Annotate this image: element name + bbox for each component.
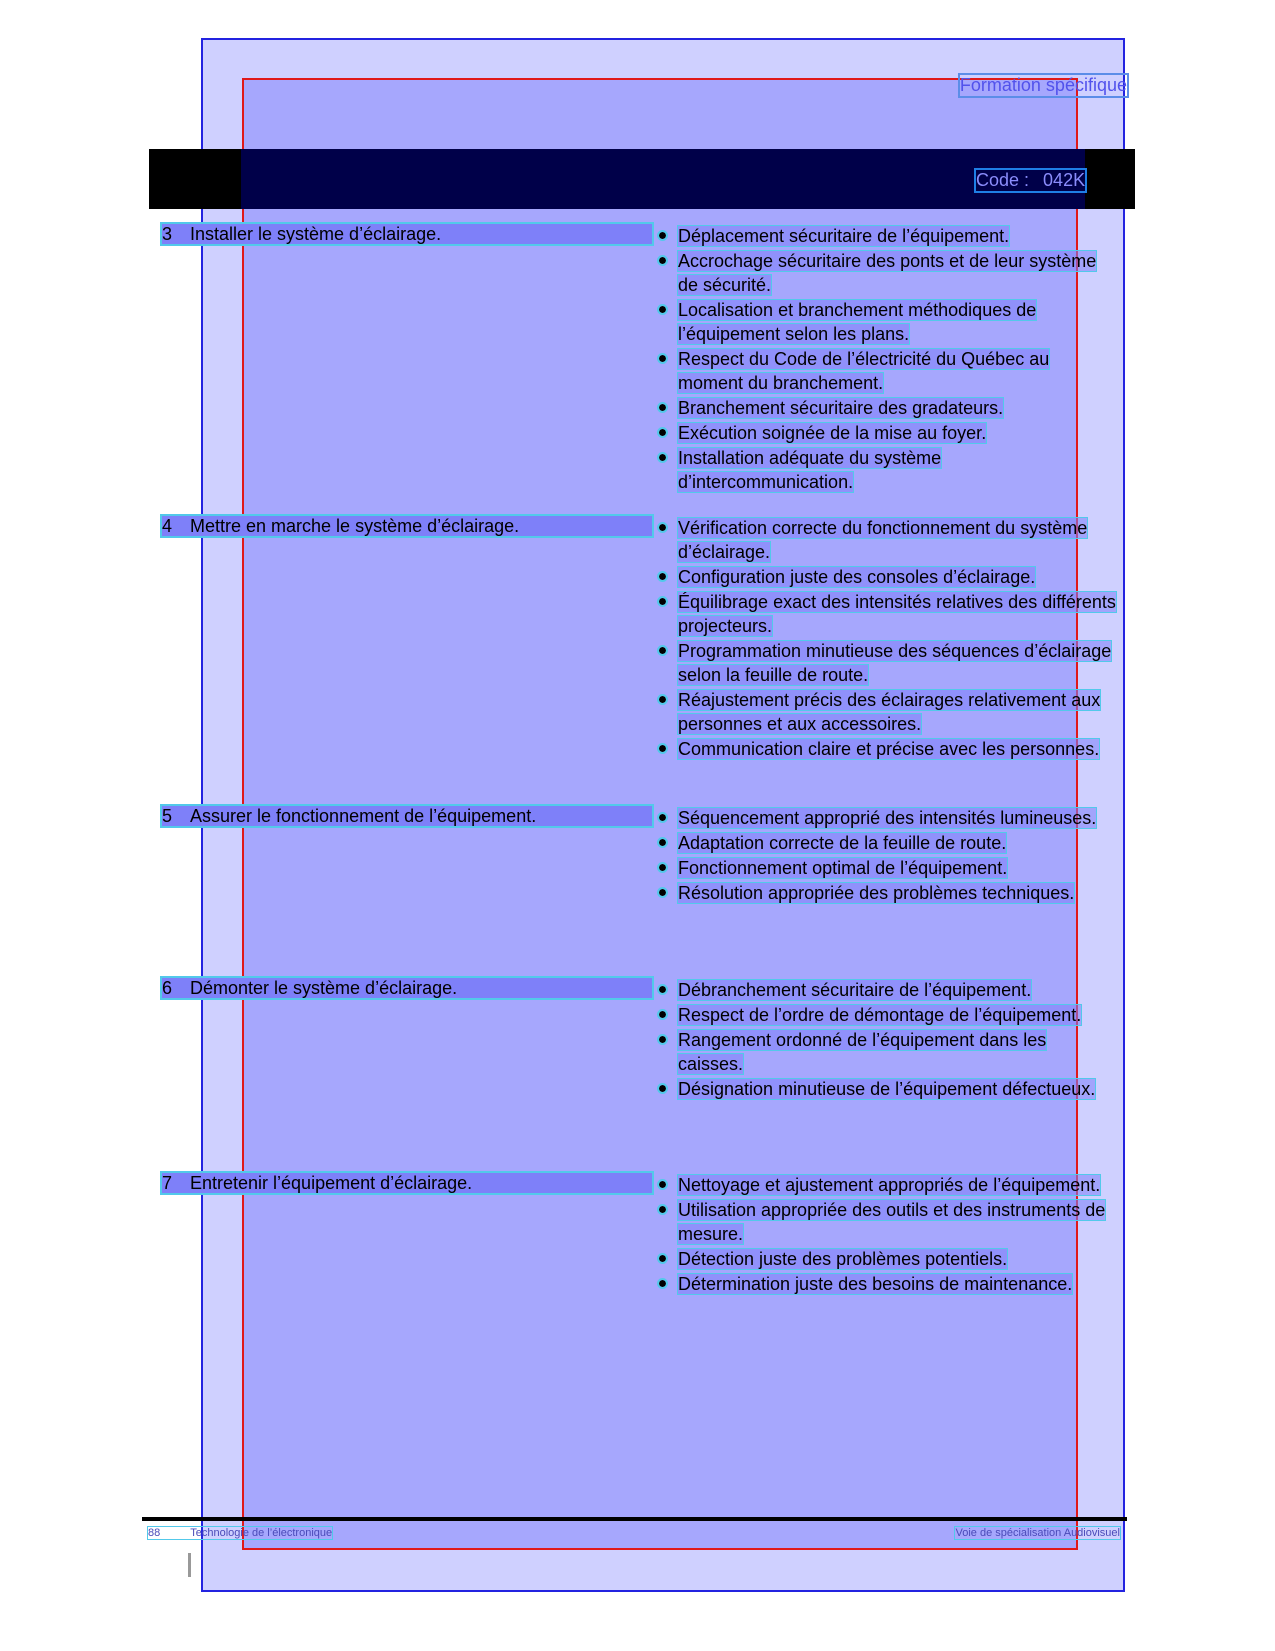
- competency-text: Entretenir l’équipement d’éclairage.: [190, 1173, 473, 1193]
- list-item: [656, 1003, 1116, 1027]
- criterion-text: Exécution soignée de la mise au foyer.: [678, 423, 987, 443]
- list-item: [656, 565, 1116, 589]
- criterion-text: Fonctionnement optimal de l’équipement.: [678, 858, 1008, 878]
- criterion-text: Utilisation appropriée des outils et des instruments de mesure.: [678, 1200, 1106, 1244]
- criterion-text: Équilibrage exact des intensités relatives des différents projecteurs.: [678, 592, 1116, 636]
- list-item: [656, 516, 1116, 564]
- list-item: [656, 737, 1116, 761]
- criterion-text: Vérification correcte du fonctionnement du système d’éclairage.: [678, 518, 1088, 562]
- criterion-text: Programmation minutieuse des séquences d’éclairage selon la feuille de route.: [678, 641, 1112, 685]
- competency-number: 5: [162, 806, 173, 826]
- criterion-text: Accrochage sécuritaire des ponts et de leur système de sécurité.: [678, 251, 1097, 295]
- criterion-text: Désignation minutieuse de l’équipement défectueux.: [678, 1079, 1096, 1099]
- competency-number: 6: [162, 978, 173, 998]
- criterion-text: Déplacement sécuritaire de l’équipement.: [678, 226, 1010, 246]
- list-item: [656, 224, 1116, 248]
- list-item: [656, 856, 1116, 880]
- list-item: [656, 1247, 1116, 1271]
- criterion-text: Détermination juste des besoins de maintenance.: [678, 1274, 1073, 1294]
- code-bar-left: [149, 149, 241, 209]
- list-item: [656, 1077, 1116, 1101]
- criterion-text: Respect de l’ordre de démontage de l’équipement.: [678, 1005, 1082, 1025]
- list-item: [656, 249, 1116, 297]
- code-label-text: Code :: [976, 170, 1030, 190]
- page-number: 88: [148, 1527, 161, 1539]
- criterion-text: Branchement sécuritaire des gradateurs.: [678, 398, 1004, 418]
- criterion-text: Séquencement approprié des intensités lumineuses.: [678, 808, 1097, 828]
- criteria-list-4: [656, 516, 1116, 762]
- list-item: [656, 881, 1116, 905]
- list-item: [656, 1198, 1116, 1246]
- criterion-text: Configuration juste des consoles d’éclairage.: [678, 567, 1036, 587]
- list-item: [656, 1272, 1116, 1296]
- criterion-text: Localisation et branchement méthodiques de l’équipement selon les plans.: [678, 300, 1037, 344]
- list-item: [656, 688, 1116, 736]
- criteria-list-6: [656, 978, 1116, 1102]
- page-header-title: Formation spécifique: [959, 75, 1127, 95]
- list-item: [656, 421, 1116, 445]
- list-item: [656, 1173, 1116, 1197]
- competency-text: Assurer le fonctionnement de l’équipement.: [190, 806, 537, 826]
- criterion-text: Débranchement sécuritaire de l’équipement.: [678, 980, 1032, 1000]
- criterion-text: Résolution appropriée des problèmes techniques.: [678, 883, 1075, 903]
- competency-text: Mettre en marche le système d’éclairage.: [190, 516, 520, 536]
- code-value: 042K: [1043, 170, 1086, 190]
- competency-text: Démonter le système d’éclairage.: [190, 978, 458, 998]
- list-item: [656, 298, 1116, 346]
- list-item: [656, 590, 1116, 638]
- criterion-text: Installation adéquate du système d’intercommunication.: [678, 448, 942, 492]
- competency-7: [162, 1173, 652, 1193]
- competency-number: 3: [162, 224, 173, 244]
- criterion-text: Communication claire et précise avec les personnes.: [678, 739, 1100, 759]
- footer-rule: [142, 1517, 1127, 1521]
- footer-left: [148, 1527, 332, 1539]
- criteria-list-7: [656, 1173, 1116, 1297]
- criterion-text: Rangement ordonné de l’équipement dans les caisses.: [678, 1030, 1047, 1074]
- margin-mark: [188, 1553, 191, 1577]
- competency-6: [162, 978, 652, 998]
- code-bar-right: [1085, 149, 1135, 209]
- list-item: [656, 831, 1116, 855]
- code-label: [976, 170, 1085, 191]
- criteria-list-5: [656, 806, 1116, 906]
- competency-number: 4: [162, 516, 173, 536]
- list-item: [656, 978, 1116, 1002]
- criterion-text: Réajustement précis des éclairages relativement aux personnes et aux accessoires.: [678, 690, 1101, 734]
- competency-4: [162, 516, 652, 536]
- list-item: [656, 396, 1116, 420]
- criterion-text: Adaptation correcte de la feuille de route.: [678, 833, 1007, 853]
- criteria-list-3: [656, 224, 1116, 495]
- list-item: [656, 347, 1116, 395]
- list-item: [656, 446, 1116, 494]
- footer-specialization: Voie de spécialisation Audiovisuel: [955, 1527, 1120, 1539]
- list-item: [656, 1028, 1116, 1076]
- competency-number: 7: [162, 1173, 173, 1193]
- competency-text: Installer le système d’éclairage.: [190, 224, 442, 244]
- criterion-text: Détection juste des problèmes potentiels.: [678, 1249, 1008, 1269]
- list-item: [656, 639, 1116, 687]
- criterion-text: Nettoyage et ajustement appropriés de l’équipement.: [678, 1175, 1101, 1195]
- competency-5: [162, 806, 652, 826]
- list-item: [656, 806, 1116, 830]
- competency-3: [162, 224, 652, 244]
- footer-program: Technologie de l’électronique: [190, 1527, 333, 1539]
- criterion-text: Respect du Code de l’électricité du Québec au moment du branchement.: [678, 349, 1050, 393]
